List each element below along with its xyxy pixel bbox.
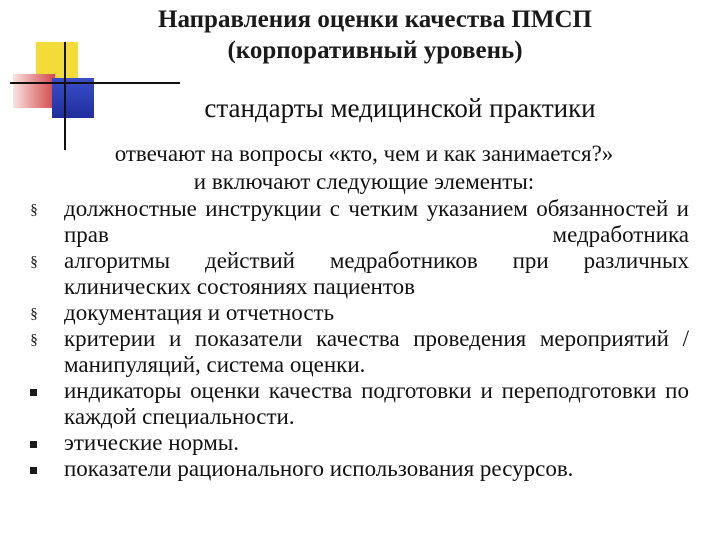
list-item-text: документация и отчетность — [64, 300, 335, 325]
decor-blue-square — [52, 78, 94, 118]
slide-title-line-1: Направления оценки качества ПМСП — [158, 6, 592, 33]
decor-horizontal-line — [10, 82, 180, 84]
list-item — [0, 430, 720, 456]
list-item-text: этические нормы. — [64, 430, 239, 455]
list-item — [0, 456, 720, 482]
slide-subtitle: стандарты медицинской практики — [204, 93, 596, 123]
list-item — [0, 300, 720, 326]
intro-line-2: и включают следующие элементы: — [193, 169, 535, 194]
bullet-list — [0, 196, 720, 482]
list-item — [0, 378, 720, 430]
section-sign-bullet-icon: § — [30, 254, 38, 270]
list-item — [0, 248, 720, 300]
list-item-text: должностные инструкции с четким указанием обязанностей и прав медработника — [64, 196, 689, 247]
decor-red-square — [13, 74, 55, 108]
section-sign-bullet-icon: § — [30, 202, 38, 218]
slide-title-line-2: (корпоративный уровень) — [227, 37, 523, 64]
decor-vertical-line — [64, 42, 66, 150]
list-item-text: критерии и показатели качества проведения мероприятий /манипуляций, система оценки. — [64, 326, 689, 377]
intro-line-1: отвечают на вопросы «кто, чем и как занимается?» — [114, 141, 614, 166]
list-item-text: индикаторы оценки качества подготовки и переподготовки по каждой специальности. — [64, 378, 689, 429]
list-item-text: алгоритмы действий медработников при различных клинических состояниях пациентов — [64, 248, 689, 299]
section-sign-bullet-icon: § — [30, 332, 38, 348]
list-item — [0, 196, 720, 248]
list-item — [0, 326, 720, 378]
list-item-text: показатели рационального использования ресурсов. — [64, 456, 574, 481]
section-sign-bullet-icon: § — [30, 306, 38, 322]
